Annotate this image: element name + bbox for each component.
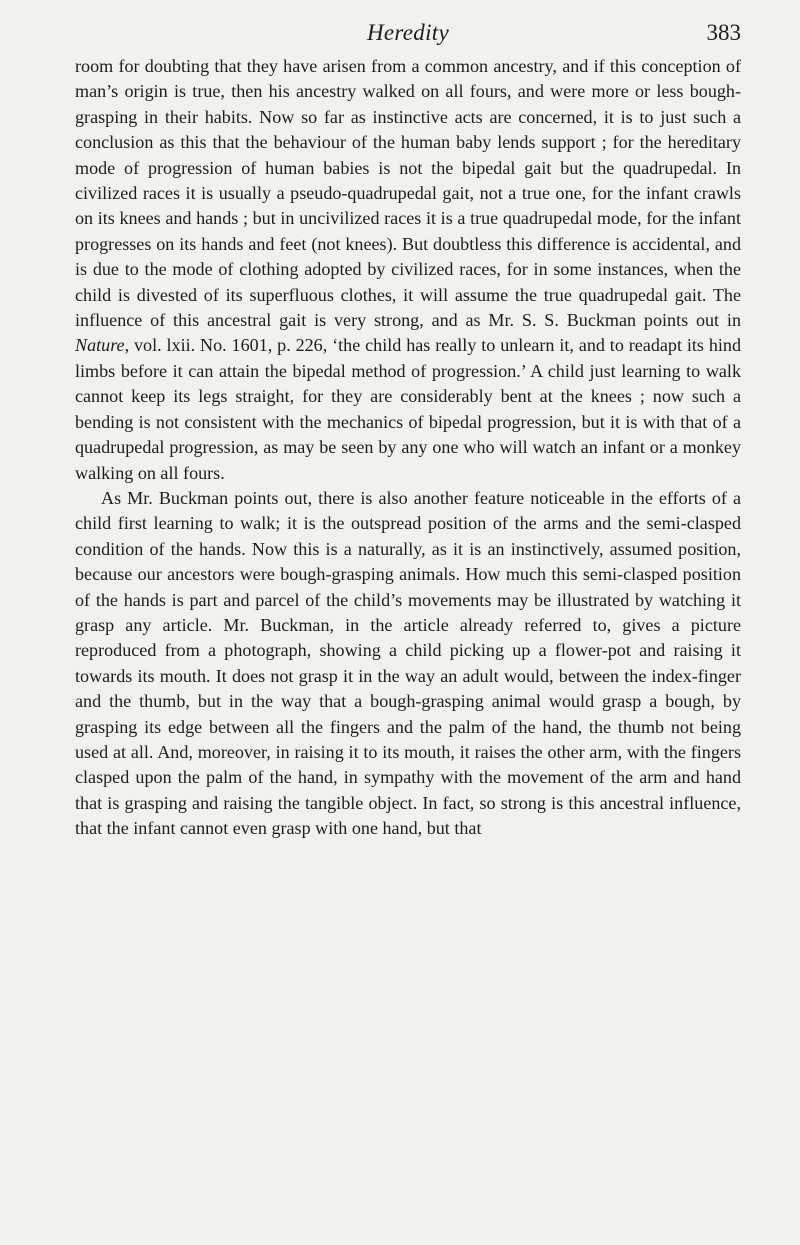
paragraph-2: As Mr. Buckman points out, there is also another feature noticeable in the efforts of a child first learning to walk; it is the outspread position of the arms and the semi-clasped condition of the hands. Now this is a naturally, as it is an instinctively, assumed position, because our ancestors were bough-grasping animals. How much this semi-clasped position of the hands is part and parcel of the child’s movements may be illustrated by watching it grasp any article. Mr. Buckman, in the article already referred to, gives a picture reproduced from a photograph, showing a child picking up a flower-pot and raising it towards its mouth. It does not grasp it in the way an adult would, between the index-finger and the thumb, but in the way that a bough-grasping animal would grasp a bough, by grasping its edge between all the fingers and the palm of the hand, the thumb not being used at all. And, moreover, in raising it to its mouth, it raises the other arm, with the fingers clasped upon the palm of the hand, in sympathy with the movement of the arm and hand that is grasping and raising the tangible object. In fact, so strong is this ancestral influence, that the infant cannot even grasp with one hand, but that [75,487,741,839]
paragraph-1 [75,54,741,486]
running-title: Heredity [366,20,449,45]
body-text [75,54,741,842]
journal-title: Nature [75,335,125,356]
paragraph-1-text: room for doubting that they have arisen from a common ancestry, and if this conception of man’s origin is true, then his ancestry walked on all fours, and were more or less bough-grasping in their habits. Now so far as instinctive acts are concerned, it is to just such a conclusion as this that the behaviour of the human baby lends support ; for the hereditary mode of progression of human babies is not the bipedal gait but the quadrupedal. In civilized races it is usually a pseudo-quadrupedal gait, not a true one, for the infant crawls on its knees and hands ; but in uncivilized races it is a true quadrupedal mode, for the infant progresses on its hands and feet (not knees). But doubtless this difference is accidental, and is due to the mode of clothing adopted by civilized races, for in some instances, when the child is divested of its superfluous clothes, it will assume the true quadrupedal gait. The influence of this ancestral gait is very strong, and as Mr. S. S. Buckman points out in [75,56,741,331]
page-number: 383 [706,20,741,45]
page-header [75,14,741,50]
paragraph-1-continuation: , vol. lxii. No. 1601, p. 226, ‘the child has really to unlearn it, and to readapt its hind limbs before it can attain the bipedal method of progression.’ A child just learning to walk cannot keep its legs straight, for they are considerably bent at the knees ; now such a bending is not consistent with the mechanics of bipedal progression, but it is with that of a quadrupedal progression, as may be seen by any one who will watch an infant or a monkey walking on all fours. [75,335,741,483]
book-page [75,14,741,842]
